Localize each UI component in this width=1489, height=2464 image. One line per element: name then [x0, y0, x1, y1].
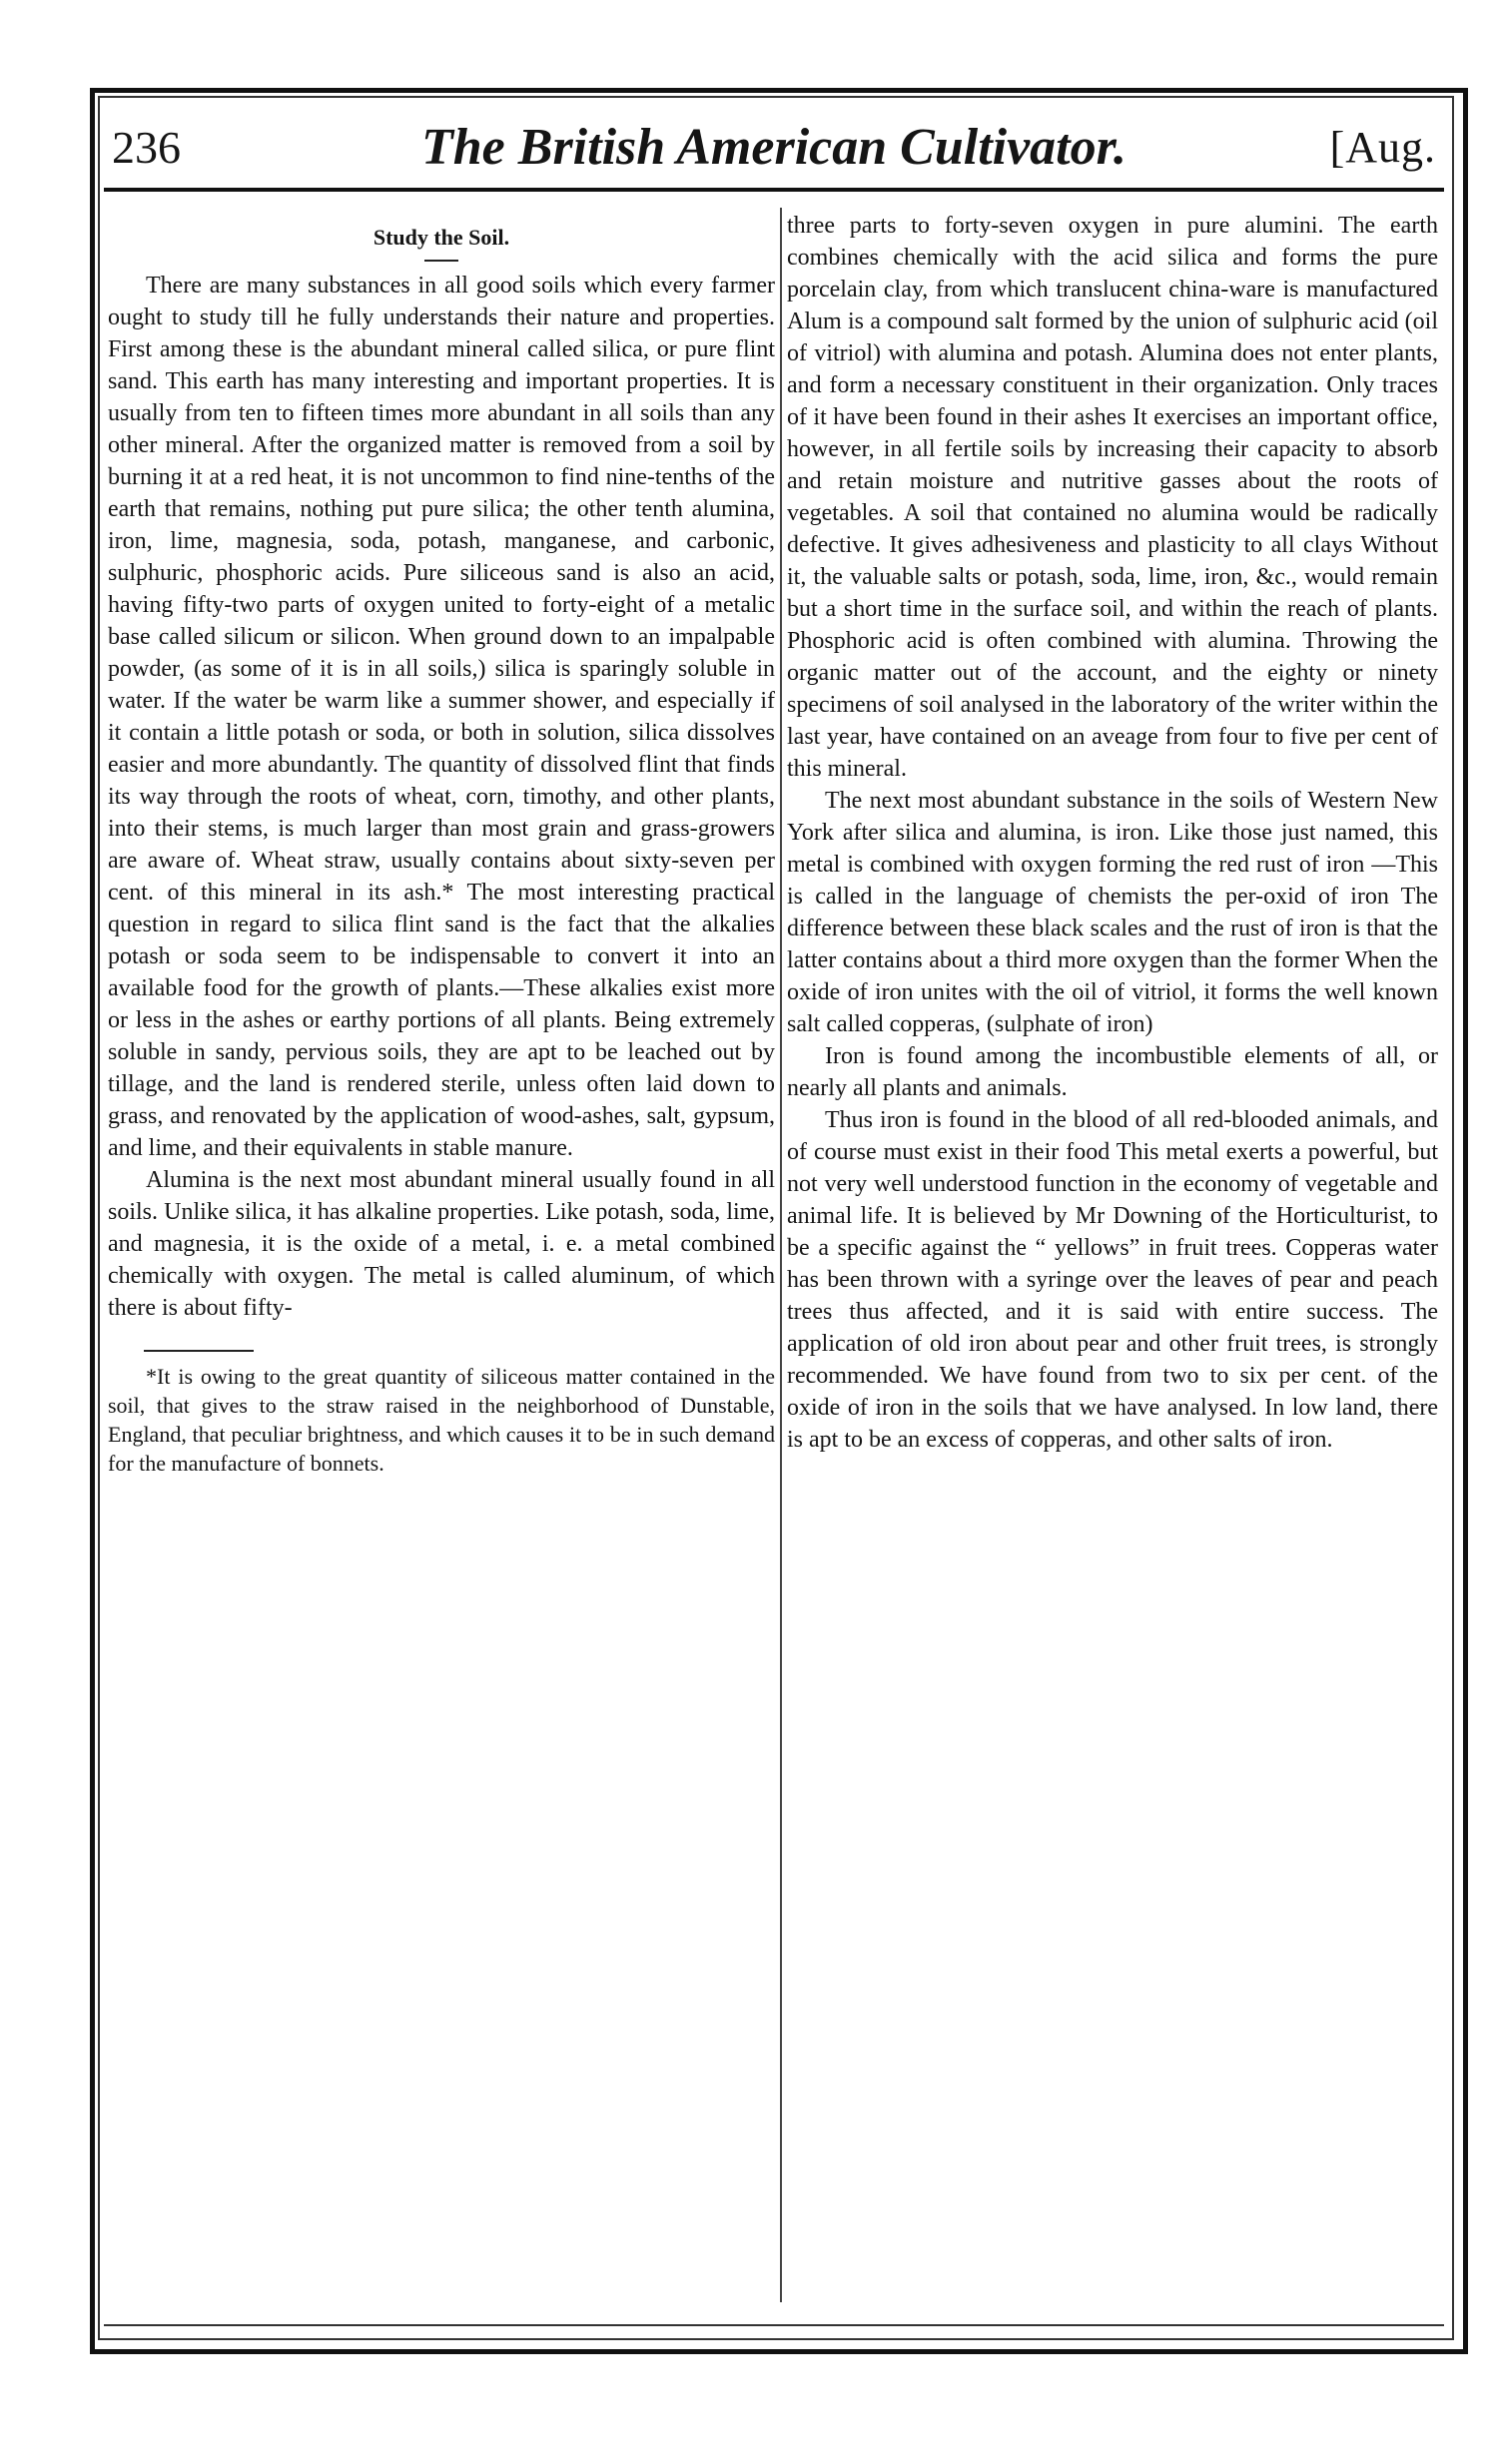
running-header [112, 118, 1436, 180]
footnote-rule [144, 1350, 254, 1352]
right-column [787, 210, 1438, 1456]
paragraph-alumina: Alumina is the next most abundant mineral usually found in all soils. Unlike silica, it has alkaline properties. Like potash, soda, lime, and magnesia, it is the oxide of a metal, i. e. a metal combined chemically with oxygen. The metal is called aluminum, of which there is about fifty- [108, 1167, 775, 1321]
issue-month: [Aug. [1329, 123, 1436, 172]
left-column [108, 210, 775, 1478]
paragraph-alumina-continued: three parts to forty-seven oxygen in pure alumini. The earth combines chemically with the acid silica and forms the pure porcelain clay, from which translucent china-ware is manufactured Alum is a compound salt formed by the union of sulphuric acid (oil of vitriol) with alumina and potash. Alumina does not enter plants, and form a necessary constituent in their organization. Only traces of it have been found in their ashes It exercises an important office, however, in all fertile soils by increasing their capacity to absorb and retain moisture and nutritive gasses about the roots of vegetables. A soil that contained no alumina would be radically defective. It gives adhesiveness and plasticity to all clays Without it, the valuable salts or potash, soda, lime, iron, &c., would remain but a short time in the surface soil, and within the reach of plants. Phosphoric acid is often combined with alumina. Throwing the organic matter out of the account, and the eighty or ninety specimens of soil analysed in the laboratory of the writer within the last year, have contained on an aveage from four to five per cent of this mineral. [787, 213, 1438, 782]
article-title: Study the Soil. [372, 225, 510, 250]
paragraph-iron: The next most abundant substance in the soils of Western New York after silica and alumina, is iron. Like those just named, this metal is combined with oxygen forming the red rust of iron —This is called in the language of chemists the per-oxid of iron The difference between these black scales and the rust of iron is that the latter contains about a third more oxygen than the former When the oxide of iron unites with the oil of vitriol, it forms the well known salt called copperas, (sulphate of iron) [787, 788, 1438, 1037]
title-rule [424, 260, 458, 262]
bottom-rule [104, 2324, 1444, 2326]
journal-title: The British American Cultivator. [421, 119, 1126, 176]
column-divider [780, 208, 782, 2302]
header-rule [104, 188, 1444, 192]
paragraph-iron-blood: Thus iron is found in the blood of all red-blooded animals, and of course must exist in their food This metal exerts a powerful, but not very well understood function in the economy of vegetable and animal life. It is believed by Mr Downing of the Horticulturist, to be a specific against the “ yellows” in fruit trees. Copperas water has been thrown with a syringe over the leaves of pear and peach trees thus affected, and it is said with entire success. The application of old iron about pear and other fruit trees, is strongly recommended. We have found from two to six per cent. of the oxide of iron in the soils that we have analysed. In low land, there is apt to be an excess of copperas, and other salts of iron. [787, 1107, 1438, 1453]
paragraph-silica: There are many substances in all good soils which every farmer ought to study till he fully understands their nature and properties. First among these is the abundant mineral called silica, or pure flint sand. This earth has many interesting and important properties. It is usually from ten to fifteen times more abundant in all soils than any other mineral. After the organized matter is removed from a soil by burning it at a red heat, it is not uncommon to find nine-tenths of the earth that remains, nothing put pure silica; the other tenth alumina, iron, lime, magnesia, soda, potash, manganese, and carbonic, sulphuric, phosphoric acids. Pure siliceous sand is also an acid, having fifty-two parts of oxygen united to forty-eight of a metalic base called silicum or silicon. When ground down to an impalpable powder, (as some of it is in all soils,) silica is sparingly soluble in water. If the water be warm like a summer shower, and especially if it contain a little potash or soda, or both in solution, silica dissolves easier and more abundantly. The quantity of dissolved flint that finds its way through the roots of wheat, corn, timothy, and other plants, into their stems, is much larger than most grain and grass-growers are aware of. Wheat straw, usually contains about sixty-seven per cent. of this mineral in its ash.* The most interesting practical question in regard to silica flint sand is the fact that the alkalies potash or soda seem to be indispensable to convert it into an available food for the growth of plants.—These alkalies exist more or less in the ashes or earthy portions of all plants. Being extremely soluble in sandy, pervious soils, they are apt to be leached out by tillage, and the land is rendered sterile, unless often laid down to grass, and renovated by the application of wood-ashes, salt, gypsum, and lime, and their equivalents in stable manure. [108, 273, 775, 1161]
paragraph-iron-elements: Iron is found among the incombustible elements of all, or nearly all plants and animals. [787, 1043, 1438, 1101]
page-number: 236 [112, 122, 181, 173]
footnote: *It is owing to the great quantity of siliceous matter contained in the soil, that gives to the straw raised in the neighborhood of Dunstable, England, that peculiar brightness, and which causes it to be in such demand for the manufacture of bonnets. [108, 1364, 775, 1476]
